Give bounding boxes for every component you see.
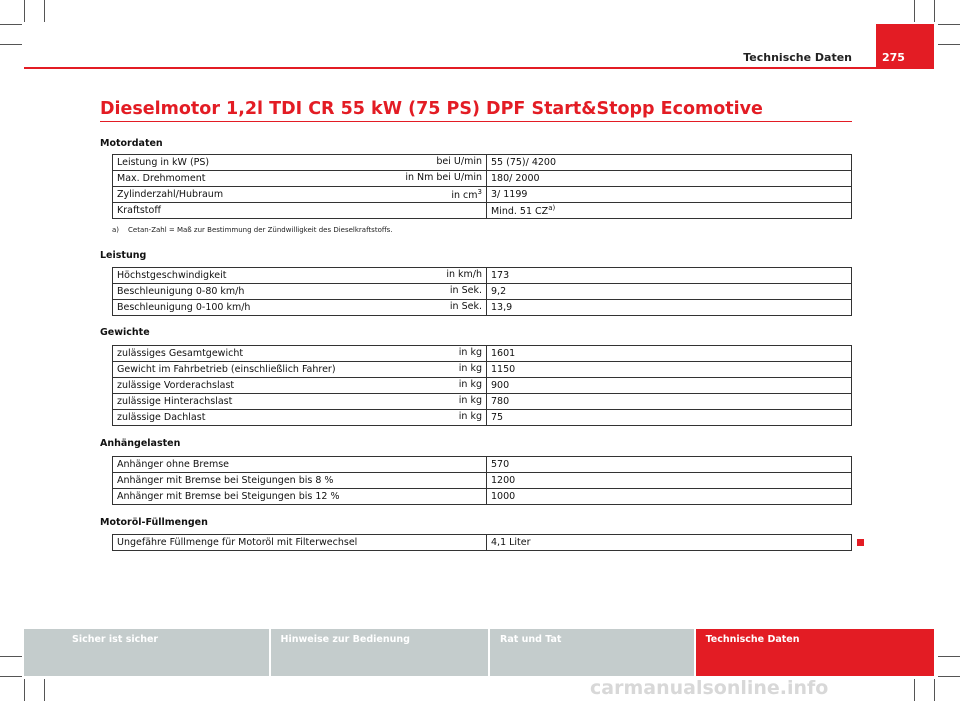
row-unit: in km/h [446,269,482,280]
footnote-text: Cetan-Zahl = Maß zur Bestimmung der Zündwilligkeit des Dieselkraftstoffs. [128,226,393,234]
row-label: Anhänger mit Bremse bei Steigungen bis 8 % [113,473,487,489]
row-value: 1601 [487,346,852,362]
row-label: Leistung in kW (PS) [117,157,210,168]
crop-mark [938,44,960,45]
crop-mark [24,679,25,701]
row-label: zulässige Vorderachslast [117,380,235,391]
page-title: Dieselmotor 1,2l TDI CR 55 kW (75 PS) DPF Start&Stopp Ecomotive [100,99,763,119]
row-unit: in cm [451,190,478,202]
crop-mark [44,679,45,701]
crop-mark [934,0,935,22]
anhaengelasten-table [112,456,852,505]
section-end-marker [857,539,864,546]
crop-mark [938,24,960,25]
row-value: 13,9 [487,300,852,316]
footnote-marker: a) [112,226,120,234]
crop-mark [0,24,22,25]
row-unit: in kg [458,347,482,358]
crop-mark [0,44,22,45]
row-unit: in kg [458,379,482,390]
row-value: 1200 [487,473,852,489]
table-row [113,410,852,426]
table-row [113,394,852,410]
row-value: 75 [487,410,852,426]
footer-navigation [24,629,934,676]
gewichte-table [112,345,852,426]
row-label: Höchstgeschwindigkeit [117,270,227,281]
row-label: Max. Drehmoment [117,173,206,184]
row-value: 173 [487,268,852,284]
row-label: Anhänger mit Bremse bei Steigungen bis 12 % [113,489,487,505]
row-value: 570 [487,457,852,473]
row-label: Zylinderzahl/Hubraum [117,189,224,200]
row-value: 3/ 1199 [487,187,852,203]
row-unit: bei U/min [436,156,482,167]
row-label: Anhänger ohne Bremse [113,457,487,473]
section-heading-leistung: Leistung [100,250,147,261]
table-row [113,171,852,187]
crop-mark [938,676,960,677]
row-unit: in kg [458,395,482,406]
table-row [113,300,852,316]
table-row [113,473,852,489]
header-rule [24,67,934,69]
row-label: Kraftstoff [117,205,161,216]
footer-tab-hinweise-zur-bedienung[interactable]: Hinweise zur Bedienung [271,629,489,676]
crop-mark [914,0,915,22]
row-label: zulässige Dachlast [117,412,206,423]
row-label: zulässige Hinterachslast [117,396,233,407]
table-row [113,155,852,171]
crop-mark [914,679,915,701]
table-row [113,535,852,551]
table-row [113,187,852,203]
crop-mark [44,0,45,22]
row-value: 55 (75)/ 4200 [487,155,852,171]
row-label: Beschleunigung 0-80 km/h [117,286,245,297]
crop-mark [24,0,25,22]
page-number: 275 [882,51,905,64]
row-unit: in Sek. [449,301,482,312]
row-value: 9,2 [487,284,852,300]
row-value: 180/ 2000 [487,171,852,187]
section-heading-motordaten: Motordaten [100,138,163,149]
table-row [113,346,852,362]
section-heading-gewichte: Gewichte [100,327,150,338]
row-unit: in kg [458,411,482,422]
table-row [113,362,852,378]
motordaten-table [112,154,852,219]
crop-mark [0,676,22,677]
unit-superscript: 3 [477,188,482,196]
footer-tab-rat-und-tat[interactable]: Rat und Tat [490,629,694,676]
crop-mark [934,679,935,701]
row-unit: in Sek. [449,285,482,296]
footer-tab-sicher-ist-sicher[interactable]: Sicher ist sicher [24,629,269,676]
footer-tab-technische-daten[interactable]: Technische Daten [696,629,934,676]
row-label: zulässiges Gesamtgewicht [117,348,244,359]
watermark: carmanualsonline.info [590,677,829,699]
leistung-table [112,267,852,316]
row-value: 1150 [487,362,852,378]
row-label: Ungefähre Füllmenge für Motoröl mit Filterwechsel [113,535,487,551]
footnote-reference: a) [548,203,556,212]
crop-mark [938,656,960,657]
row-label: Gewicht im Fahrbetrieb (einschließlich Fahrer) [117,364,336,375]
crop-mark [0,656,22,657]
section-heading-anhaengelasten: Anhängelasten [100,438,181,449]
title-rule [100,121,852,122]
row-value: 4,1 Liter [487,535,852,551]
row-value: 900 [487,378,852,394]
table-row [113,268,852,284]
table-row [113,378,852,394]
row-unit: in kg [458,363,482,374]
table-row [113,203,852,219]
header-section-title: Technische Daten [743,51,852,64]
table-row [113,489,852,505]
table-row [113,284,852,300]
row-label: Beschleunigung 0-100 km/h [117,302,251,313]
row-value: Mind. 51 CZ [491,206,549,218]
row-value: 1000 [487,489,852,505]
table-row [113,457,852,473]
row-unit: in Nm bei U/min [405,172,482,183]
section-heading-motoroel: Motoröl-Füllmengen [100,517,208,528]
row-value: 780 [487,394,852,410]
footnote [112,226,393,234]
motoroel-table [112,534,852,551]
